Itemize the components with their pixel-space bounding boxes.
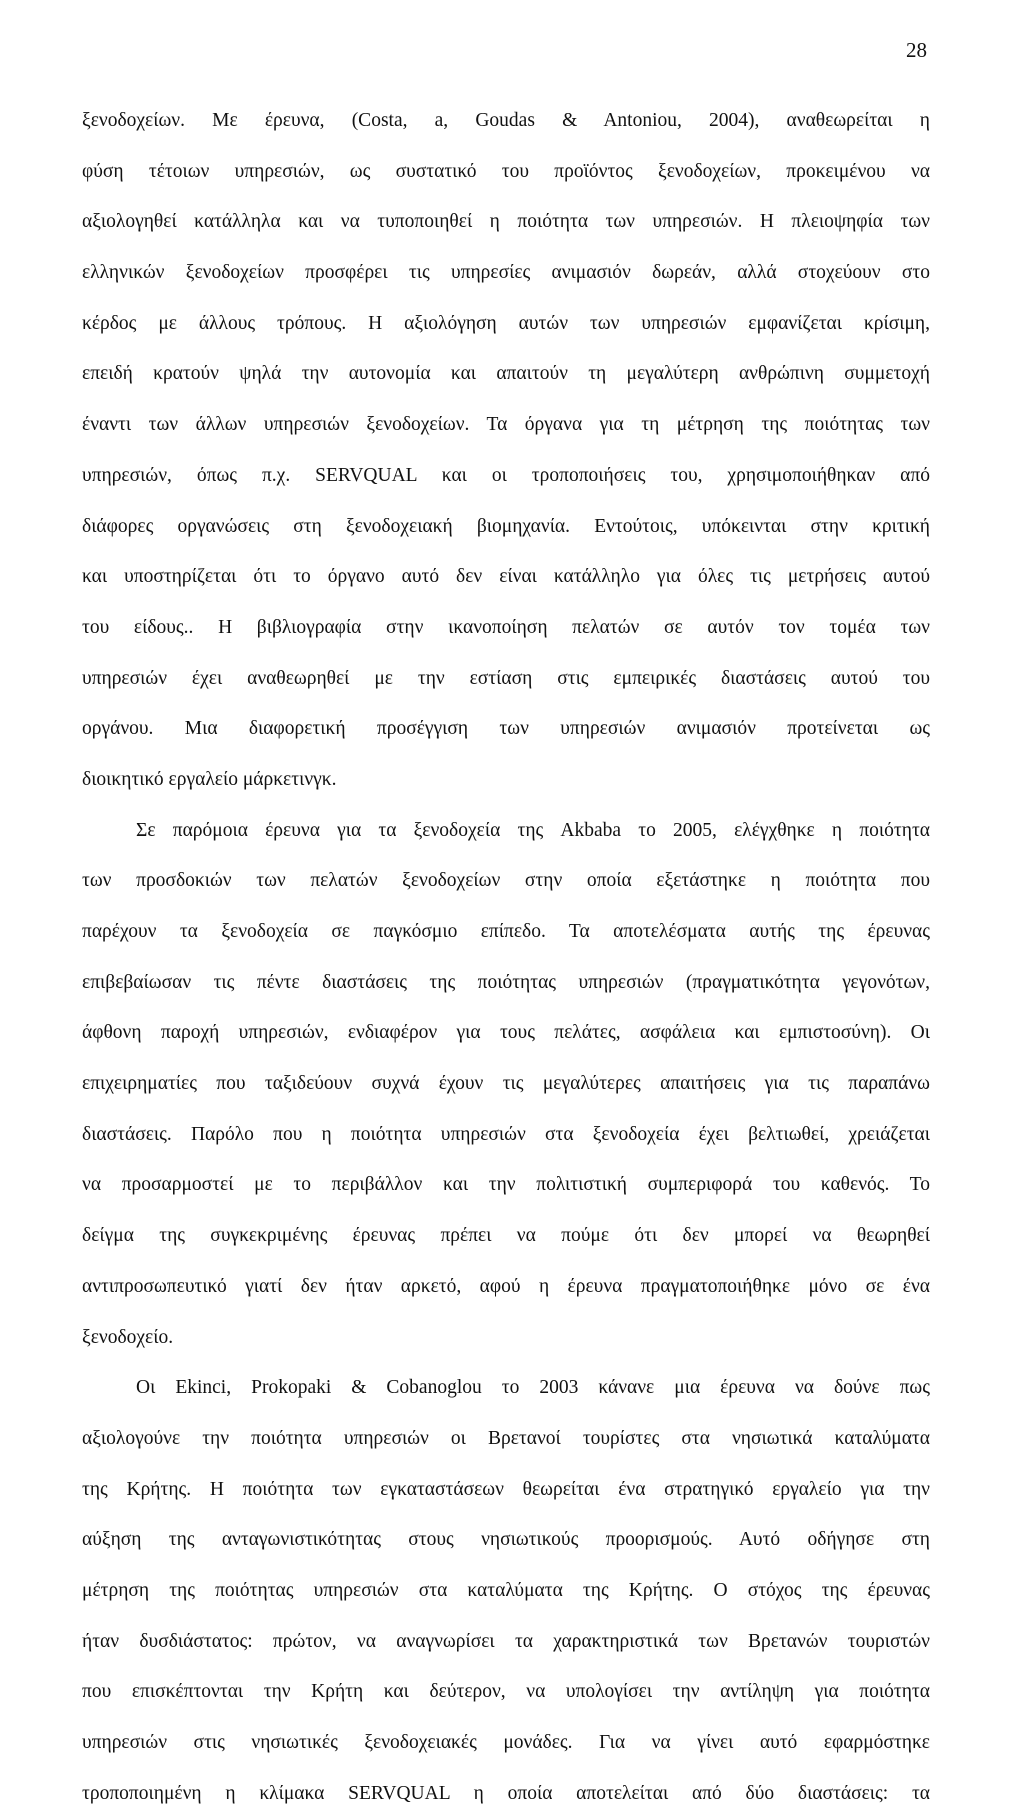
text-line: του είδους.. Η βιβλιογραφία στην ικανοποίηση πελατών σε αυτόν τον τομέα των: [82, 616, 930, 638]
text-line: υπηρεσιών έχει αναθεωρηθεί με την εστίαση στις εμπειρικές διαστάσεις αυτού του: [82, 667, 930, 689]
text-line: αξιολογηθεί κατάλληλα και να τυποποιηθεί η ποιότητα των υπηρεσιών. Η πλειοψηφία των: [82, 211, 930, 233]
text-line: Οι Ekinci, Prokopaki & Cobanoglou το 2003 κάνανε μια έρευνα να δούνε πως: [136, 1377, 930, 1399]
text-line: και υποστηρίζεται ότι το όργανο αυτό δεν είναι κατάλληλο για όλες τις μετρήσεις αυτού: [82, 566, 930, 588]
text-line: των προσδοκιών των πελατών ξενοδοχείων στην οποία εξετάστηκε η ποιότητα που: [82, 870, 930, 892]
text-line: υπηρεσιών, όπως π.χ. SERVQUAL και οι τροποποιήσεις του, χρησιμοποιήθηκαν από: [82, 464, 930, 486]
text-line: ξενοδοχείο.: [82, 1326, 174, 1348]
text-line: που επισκέπτονται την Κρήτη και δεύτερον, να υπολογίσει την αντίληψη για ποιότητα: [82, 1681, 930, 1703]
text-line: αξιολογούνε την ποιότητα υπηρεσιών οι Βρετανοί τουρίστες στα νησιωτικά καταλύματα: [82, 1427, 930, 1449]
text-line: ελληνικών ξενοδοχείων προσφέρει τις υπηρεσίες ανιμασιόν δωρεάν, αλλά στοχεύουν στο: [82, 262, 930, 284]
text-line: υπηρεσιών στις νησιωτικές ξενοδοχειακές μονάδες. Για να γίνει αυτό εφαρμόστηκε: [82, 1732, 930, 1753]
text-line: Σε παρόμοια έρευνα για τα ξενοδοχεία της Akbaba το 2005, ελέγχθηκε η ποιότητα: [136, 819, 930, 841]
text-line: ήταν δυσδιάστατος: πρώτον, να αναγνωρίσει τα χαρακτηριστικά των Βρετανών τουριστών: [82, 1630, 930, 1652]
text-line: διαστάσεις. Παρόλο που η ποιότητα υπηρεσιών στα ξενοδοχεία έχει βελτιωθεί, χρειάζεται: [82, 1123, 930, 1145]
text-line: επιχειρηματίες που ταξιδεύουν συχνά έχουν τις μεγαλύτερες απαιτήσεις για τις παραπάνω: [82, 1073, 930, 1095]
text-line: επειδή κρατούν ψηλά την αυτονομία και απαιτούν τη μεγαλύτερη ανθρώπινη συμμετοχή: [82, 363, 930, 385]
text-line: τροποποιημένη η κλίμακα SERVQUAL η οποία αποτελείται από δύο διαστάσεις: τα: [82, 1782, 930, 1804]
text-line: να προσαρμοστεί με το περιβάλλον και την πολιτιστική συμπεριφορά του καθενός. Το: [82, 1174, 930, 1196]
text-line: έναντι των άλλων υπηρεσιών ξενοδοχείων. Τα όργανα για τη μέτρηση της ποιότητας των: [82, 414, 930, 436]
text-line: της Κρήτης. Η ποιότητα των εγκαταστάσεων θεωρείται ένα στρατηγικό εργαλείο για την: [82, 1478, 930, 1500]
text-line: άφθονη παροχή υπηρεσιών, ενδιαφέρον για τους πελάτες, ασφάλεια και εμπιστοσύνη). Οι: [82, 1022, 930, 1044]
text-line: διάφορες οργανώσεις στη ξενοδοχειακή βιομηχανία. Εντούτοις, υπόκεινται στην κριτική: [82, 515, 930, 537]
text-line: δείγμα της συγκεκριμένης έρευνας πρέπει να πούμε ότι δεν μπορεί να θεωρηθεί: [82, 1225, 930, 1247]
page-number: 28: [906, 38, 927, 62]
text-line: διοικητικό εργαλείο μάρκετινγκ.: [82, 768, 337, 790]
text-line: επιβεβαίωσαν τις πέντε διαστάσεις της ποιότητας υπηρεσιών (πραγματικότητα γεγονότων,: [82, 971, 930, 993]
text-line: οργάνου. Μια διαφορετική προσέγγιση των υπηρεσιών ανιμασιόν προτείνεται ως: [82, 718, 930, 740]
text-line: αντιπροσωπευτικό γιατί δεν ήταν αρκετό, αφού η έρευνα πραγματοποιήθηκε μόνο σε ένα: [82, 1275, 930, 1297]
body-text: [82, 96, 930, 1819]
text-line: ξενοδοχείων. Με έρευνα, (Costa, a, Goudas & Antoniou, 2004), αναθεωρείται η: [82, 110, 930, 131]
text-line: μέτρηση της ποιότητας υπηρεσιών στα καταλύματα της Κρήτης. Ο στόχος της έρευνας: [82, 1579, 930, 1601]
text-line: παρέχουν τα ξενοδοχεία σε παγκόσμιο επίπεδο. Τα αποτελέσματα αυτής της έρευνας: [82, 921, 930, 942]
text-line: κέρδος με άλλους τρόπους. Η αξιολόγηση αυτών των υπηρεσιών εμφανίζεται κρίσιμη,: [82, 312, 930, 334]
text-line: αύξηση της ανταγωνιστικότητας στους νησιωτικούς προορισμούς. Αυτό οδήγησε στη: [82, 1529, 930, 1551]
text-line: φύση τέτοιων υπηρεσιών, ως συστατικό του προϊόντος ξενοδοχείων, προκειμένου να: [82, 160, 930, 182]
